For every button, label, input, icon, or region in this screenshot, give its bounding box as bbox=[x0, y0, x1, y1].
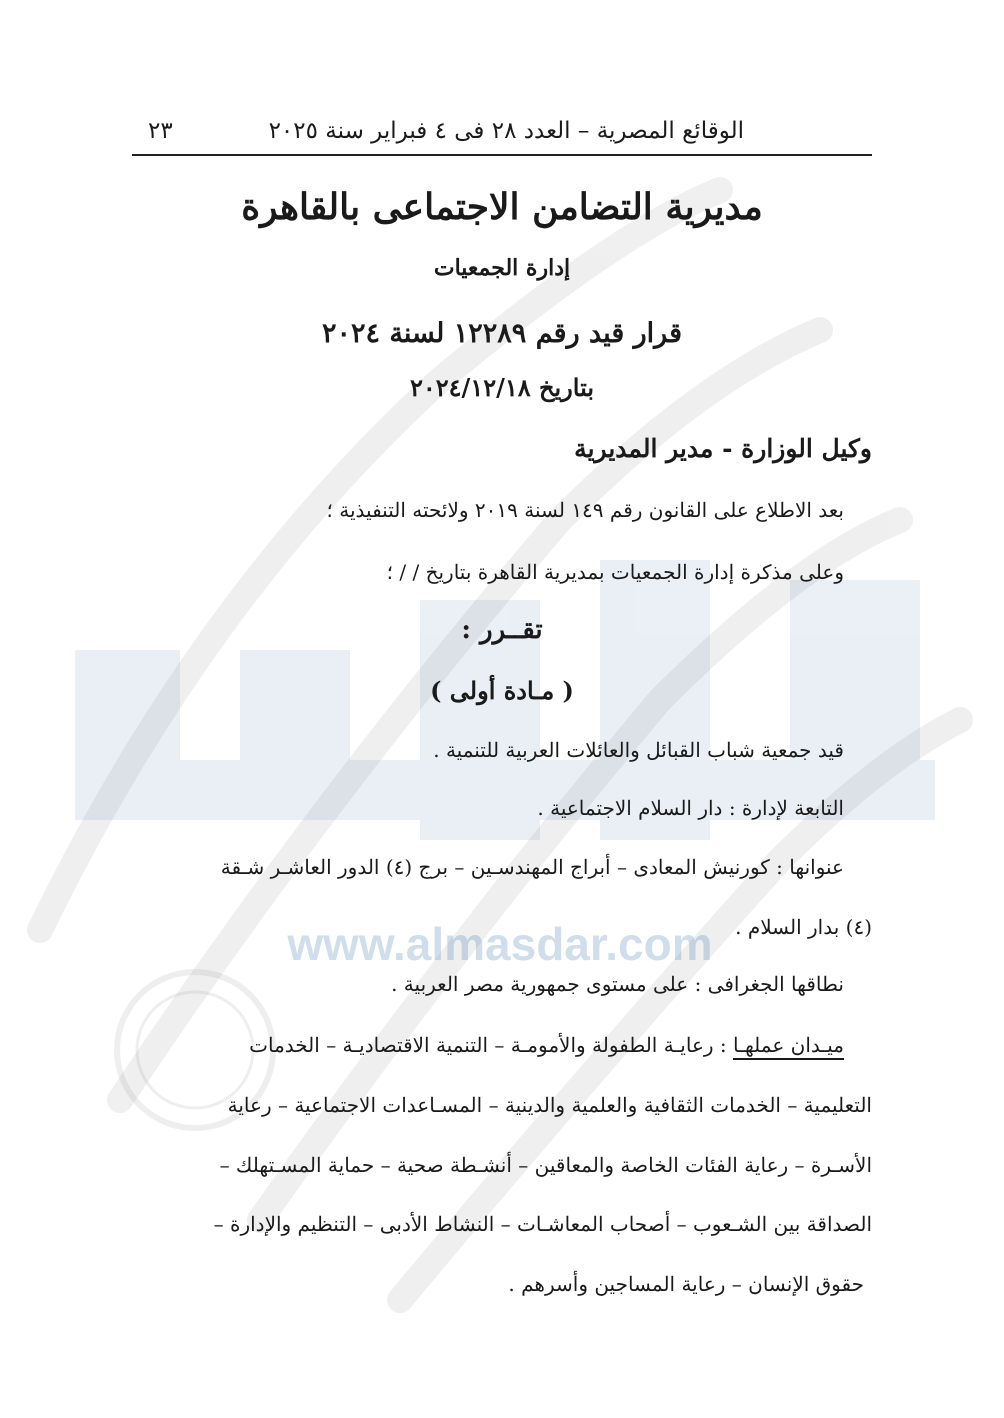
body-line-registration: قيد جمعية شباب القبائل والعائلات العربية للتنمية . bbox=[433, 738, 844, 762]
field-text: : رعايـة الطفولة والأمومـة – التنمية الاقتصاديـة – الخدمات bbox=[249, 1033, 733, 1057]
svg-text:www.almasdar.com: www.almasdar.com bbox=[287, 918, 713, 970]
preamble-line-2: وعلى مذكرة إدارة الجمعيات بمديرية القاهرة بتاريخ / / ؛ bbox=[386, 560, 844, 584]
article-title: ( مـادة أولى ) bbox=[430, 676, 574, 705]
decides-heading: تقــرر : bbox=[461, 615, 543, 645]
signer-title: وكيل الوزارة - مدير المديرية bbox=[574, 434, 872, 463]
body-line-field-3: الأسـرة – رعاية الفئات الخاصة والمعاقين – أنشـطة صحية – حماية المسـتهلك – bbox=[219, 1153, 872, 1177]
body-line-address: عنوانها : كورنيش المعادى – أبراج المهندسـين – برج (٤) الدور العاشـر شـقة bbox=[220, 855, 844, 879]
running-header bbox=[132, 112, 872, 156]
body-line-address-cont: (٤) بدار السلام . bbox=[735, 915, 872, 939]
department-title: إدارة الجمعيات bbox=[433, 255, 571, 281]
body-line-field-4: الصداقة بين الشـعوب – أصحاب المعاشـات – النشاط الأدبى – التنظيم والإدارة – bbox=[213, 1212, 872, 1236]
body-line-scope: نطاقها الجغرافى : على مستوى جمهورية مصر العربية . bbox=[391, 972, 844, 996]
body-line-affiliation: التابعة لإدارة : دار السلام الاجتماعية . bbox=[537, 796, 844, 820]
page-number: ٢٣ bbox=[148, 118, 173, 144]
field-label: ميـدان عملهـا bbox=[733, 1033, 844, 1057]
decision-date: بتاريخ ٢٠٢٤/١٢/١٨ bbox=[409, 373, 594, 402]
preamble-line-1: بعد الاطلاع على القانون رقم ١٤٩ لسنة ٢٠١٩ ولائحته التنفيذية ؛ bbox=[326, 498, 844, 522]
directorate-title: مديرية التضامن الاجتماعى بالقاهرة bbox=[241, 186, 763, 228]
decision-title: قرار قيد رقم ١٢٢٨٩ لسنة ٢٠٢٤ bbox=[322, 318, 682, 349]
body-line-field-2: التعليمية – الخدمات الثقافية والعلمية والدينية – المسـاعدات الاجتماعية – رعاية bbox=[227, 1093, 872, 1117]
body-line-field-5: حقوق الإنسان – رعاية المساجين وأسرهم . bbox=[508, 1272, 864, 1296]
body-line-field bbox=[249, 1033, 844, 1057]
header-title: الوقائع المصرية – العدد ٢٨ فى ٤ فبراير سنة ٢٠٢٥ bbox=[268, 118, 744, 144]
